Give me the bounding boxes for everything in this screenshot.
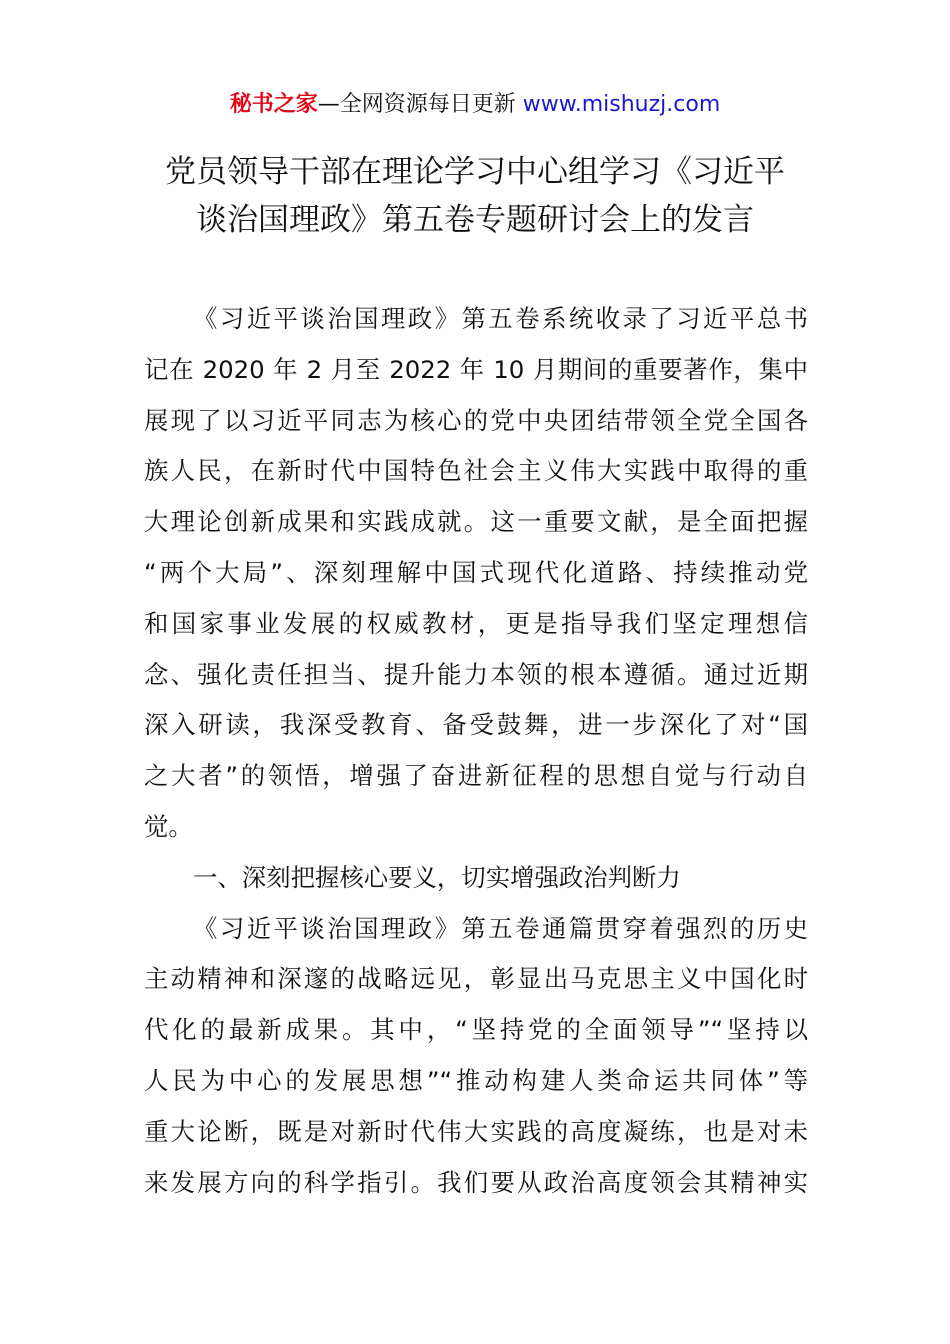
paragraph-line: 记在 2020 年 2 月至 2022 年 10 月期间的重要著作，集中 [144, 354, 808, 384]
paragraph-line: 族人民，在新时代中国特色社会主义伟大实践中取得的重 [144, 456, 808, 486]
site-brand: 秘书之家 [229, 92, 318, 117]
paragraph-line: “两个大局”、深刻理解中国式现代化道路、持续推动党 [144, 557, 808, 587]
paragraph-line: 《习近平谈治国理政》第五卷系统收录了习近平总书 [193, 304, 808, 333]
paragraph-line: 主动精神和深邃的战略远见，彰显出马克思主义中国化时 [144, 964, 808, 994]
title-line: 党员领导干部在理论学习中心组学习《习近平 [165, 154, 785, 190]
paragraph-line: 重大论断，既是对新时代伟大实践的高度凝练，也是对未 [144, 1116, 808, 1146]
paragraph-line: 之大者”的领悟，增强了奋进新征程的思想自觉与行动自 [144, 761, 808, 791]
site-slogan: —全网资源每日更新 [317, 92, 516, 117]
paragraph-line: 念、强化责任担当、提升能力本领的根本遵循。通过近期 [144, 659, 808, 689]
section-heading: 一、深刻把握核心要义，切实增强政治判断力 [193, 862, 681, 892]
document-title [110, 148, 840, 244]
paragraph-line: 大理论创新成果和实践成就。这一重要文献，是全面把握 [144, 507, 808, 537]
paragraph-line: 深入研读，我深受教育、备受鼓舞，进一步深化了对“国 [144, 710, 808, 740]
paragraph-line: 和国家事业发展的权威教材，更是指导我们坚定理想信 [144, 608, 808, 638]
paragraph-line: 觉。 [144, 811, 193, 841]
paragraph-line: 展现了以习近平同志为核心的党中央团结带领全党全国各 [144, 405, 808, 435]
title-line: 谈治国理政》第五卷专题研讨会上的发言 [196, 202, 754, 238]
site-url-link[interactable]: www.mishuzj.com [522, 92, 721, 117]
site-header [0, 90, 950, 120]
paragraph-line: 来发展方向的科学指引。我们要从政治高度领会其精神实 [144, 1167, 808, 1197]
paragraph-line: 代化的最新成果。其中，“坚持党的全面领导”“坚持以 [144, 1015, 808, 1045]
document-body [144, 294, 808, 1208]
paragraph-line: 人民为中心的发展思想”“推动构建人类命运共同体”等 [144, 1065, 808, 1095]
paragraph-line: 《习近平谈治国理政》第五卷通篇贯穿着强烈的历史 [193, 913, 808, 943]
